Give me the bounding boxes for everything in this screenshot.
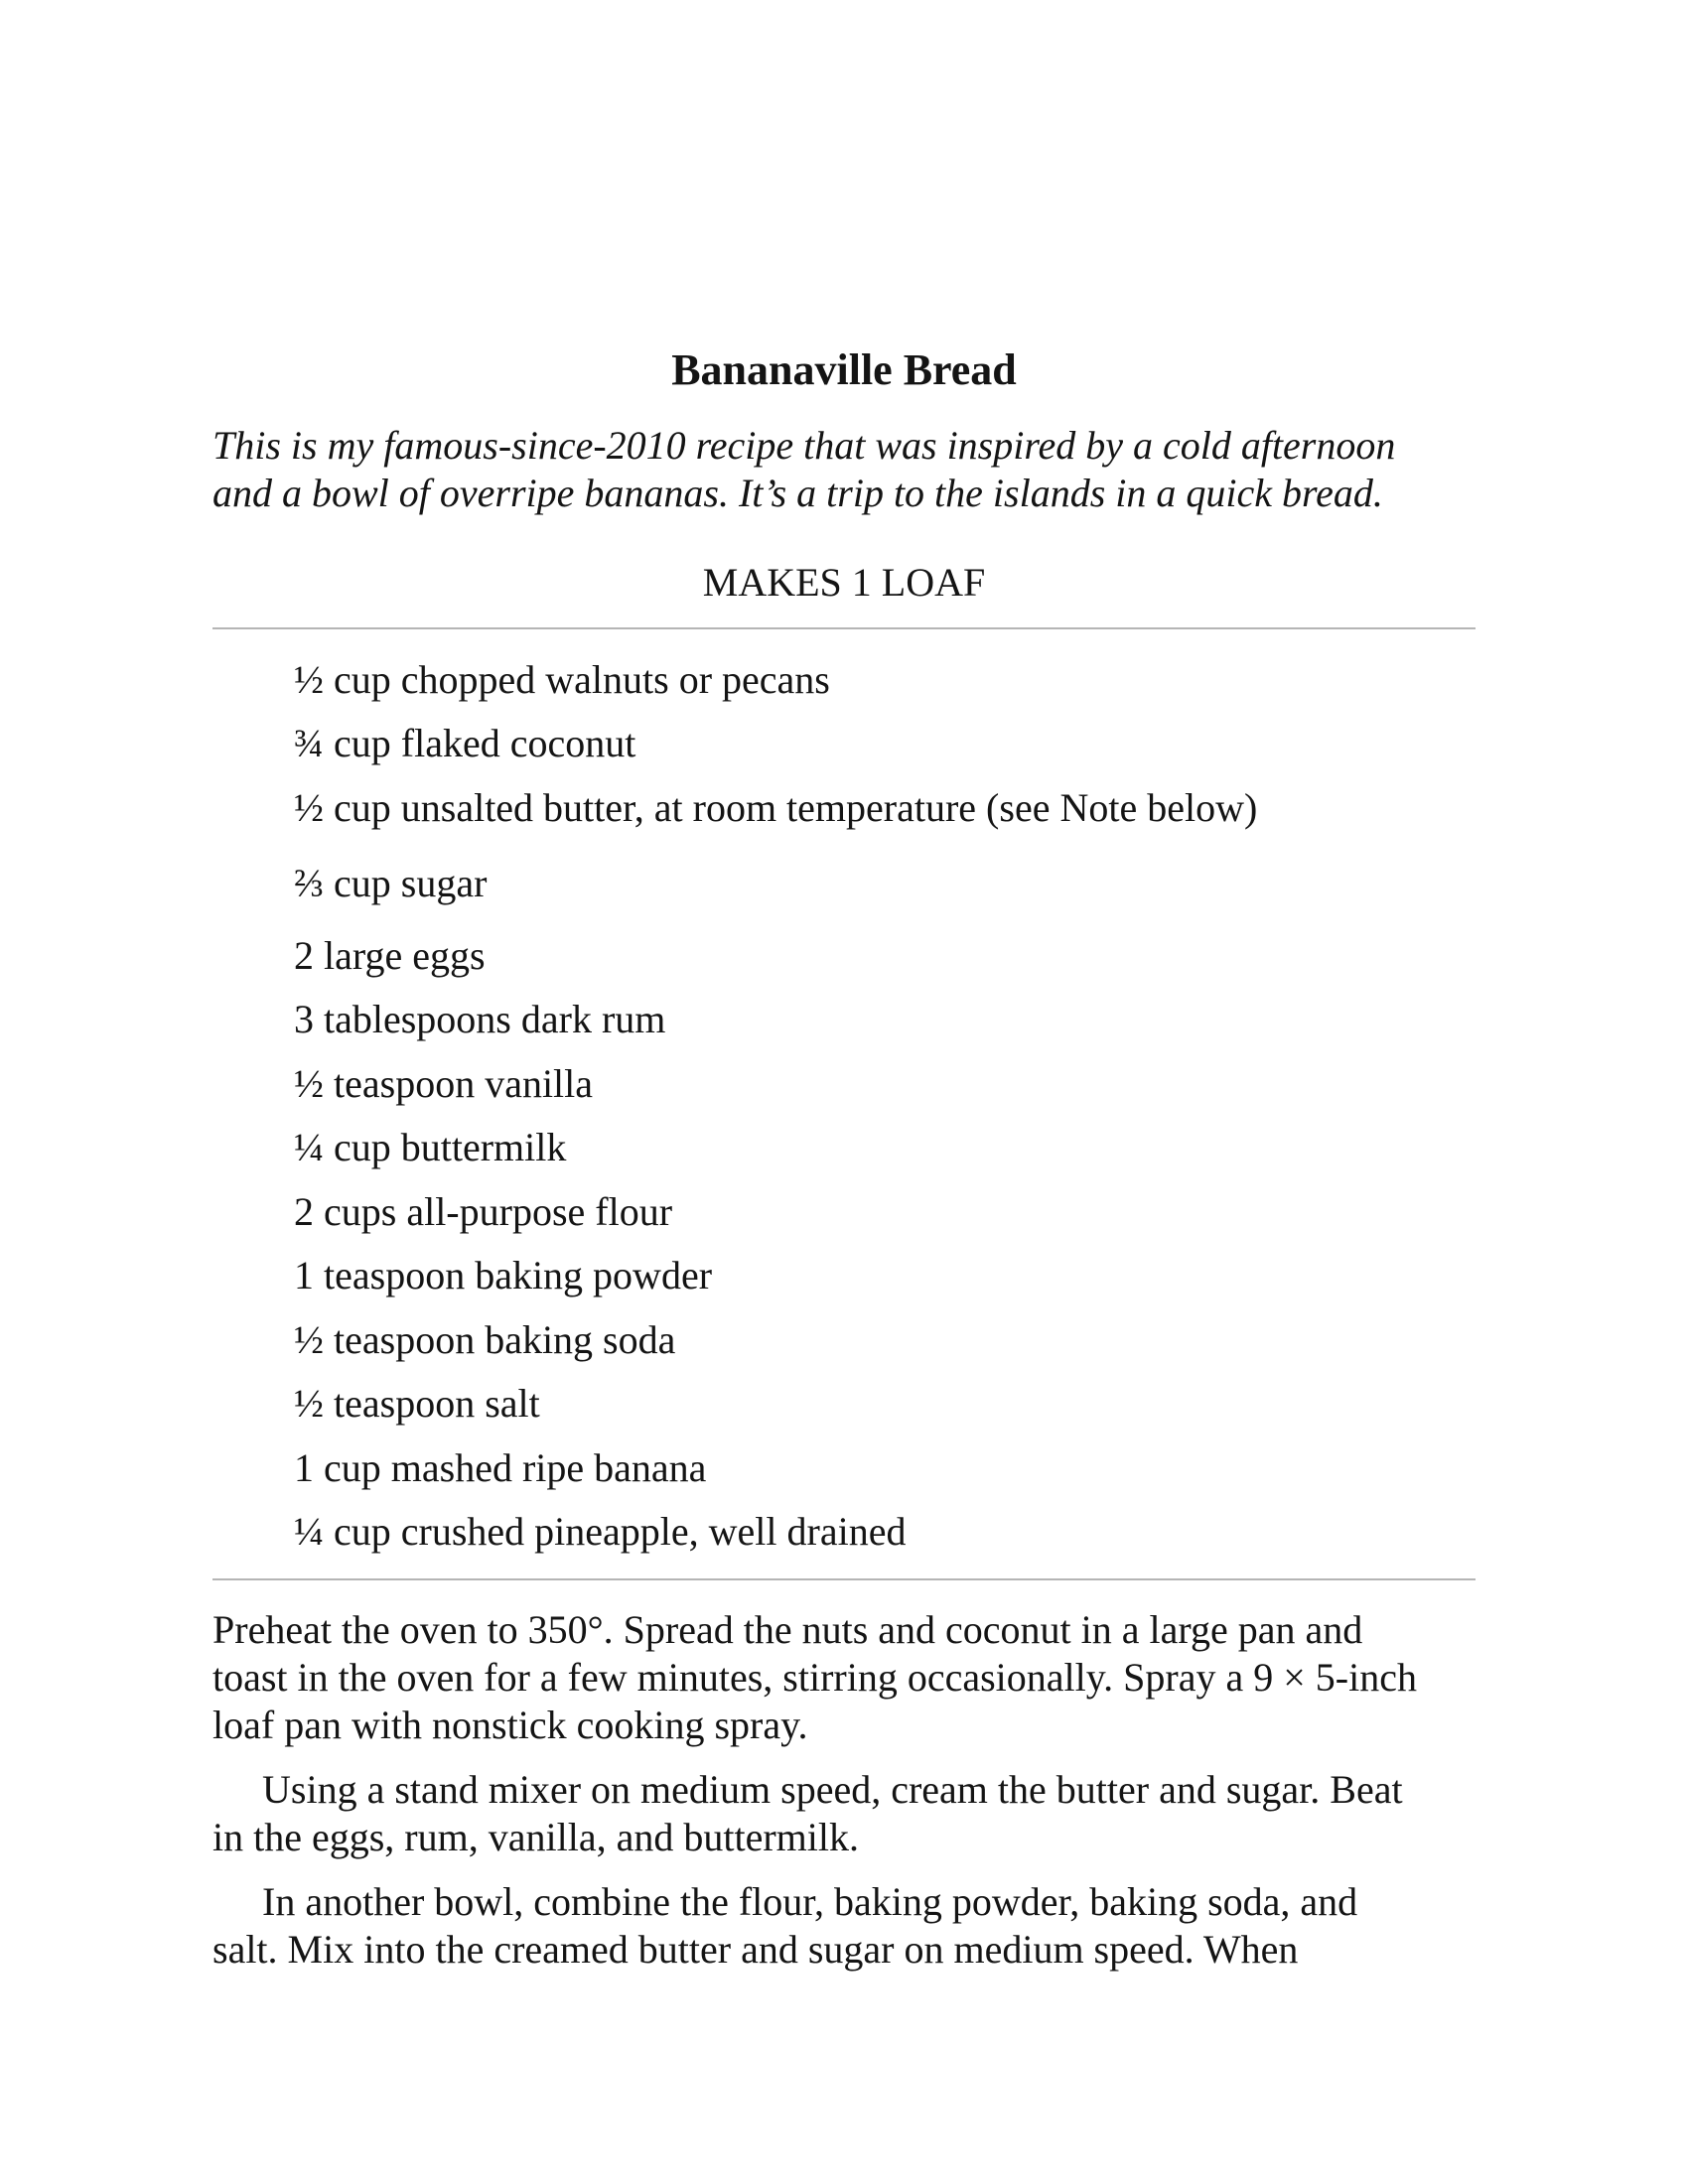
ingredient-item: ⅔ cup sugar (294, 861, 488, 905)
recipe-title: Bananaville Bread (671, 345, 1017, 394)
method-line: Preheat the oven to 350°. Spread the nuts and coconut in a large pan and (212, 1607, 1363, 1652)
method-paragraph (212, 1766, 1483, 1861)
method-section (212, 1606, 1483, 1990)
ingredient-item: ¾ cup flaked coconut (294, 721, 636, 765)
ingredient-item: ½ teaspoon baking soda (294, 1317, 676, 1362)
intro-line: This is my famous-since-2010 recipe that was inspired by a cold afternoon (212, 423, 1396, 468)
ingredient-item: 1 cup mashed ripe banana (294, 1445, 707, 1490)
method-paragraph (212, 1606, 1483, 1749)
ingredients-bottom-rule (212, 1578, 1476, 1580)
method-line: salt. Mix into the creamed butter and sugar on medium speed. When (212, 1927, 1299, 1972)
recipe-yield: MAKES 1 LOAF (702, 560, 986, 605)
method-line: In another bowl, combine the flour, baking powder, baking soda, and (262, 1879, 1358, 1924)
ingredient-item: ½ cup chopped walnuts or pecans (294, 657, 830, 702)
method-line: Using a stand mixer on medium speed, cream the butter and sugar. Beat (262, 1767, 1403, 1812)
ingredient-item: 1 teaspoon baking powder (294, 1253, 713, 1297)
ingredient-item: ¼ cup crushed pineapple, well drained (294, 1509, 907, 1554)
ingredient-item: 2 cups all-purpose flour (294, 1189, 673, 1234)
ingredient-item: ½ cup unsalted butter, at room temperature (see Note below) (294, 785, 1258, 830)
ingredients-top-rule (212, 627, 1476, 629)
intro-line: and a bowl of overripe bananas. It’s a trip to the islands in a quick bread. (212, 471, 1383, 515)
recipe-intro (212, 422, 1503, 517)
method-line: loaf pan with nonstick cooking spray. (212, 1703, 808, 1747)
ingredient-item: 3 tablespoons dark rum (294, 997, 666, 1041)
ingredient-item: ¼ cup buttermilk (294, 1125, 567, 1169)
ingredient-item: ½ teaspoon vanilla (294, 1061, 594, 1106)
ingredient-item: ½ teaspoon salt (294, 1381, 540, 1426)
method-paragraph (212, 1878, 1483, 1974)
ingredient-item: 2 large eggs (294, 933, 486, 978)
method-line: in the eggs, rum, vanilla, and buttermilk. (212, 1815, 859, 1859)
method-line: toast in the oven for a few minutes, stirring occasionally. Spray a 9 × 5-inch (212, 1655, 1417, 1700)
